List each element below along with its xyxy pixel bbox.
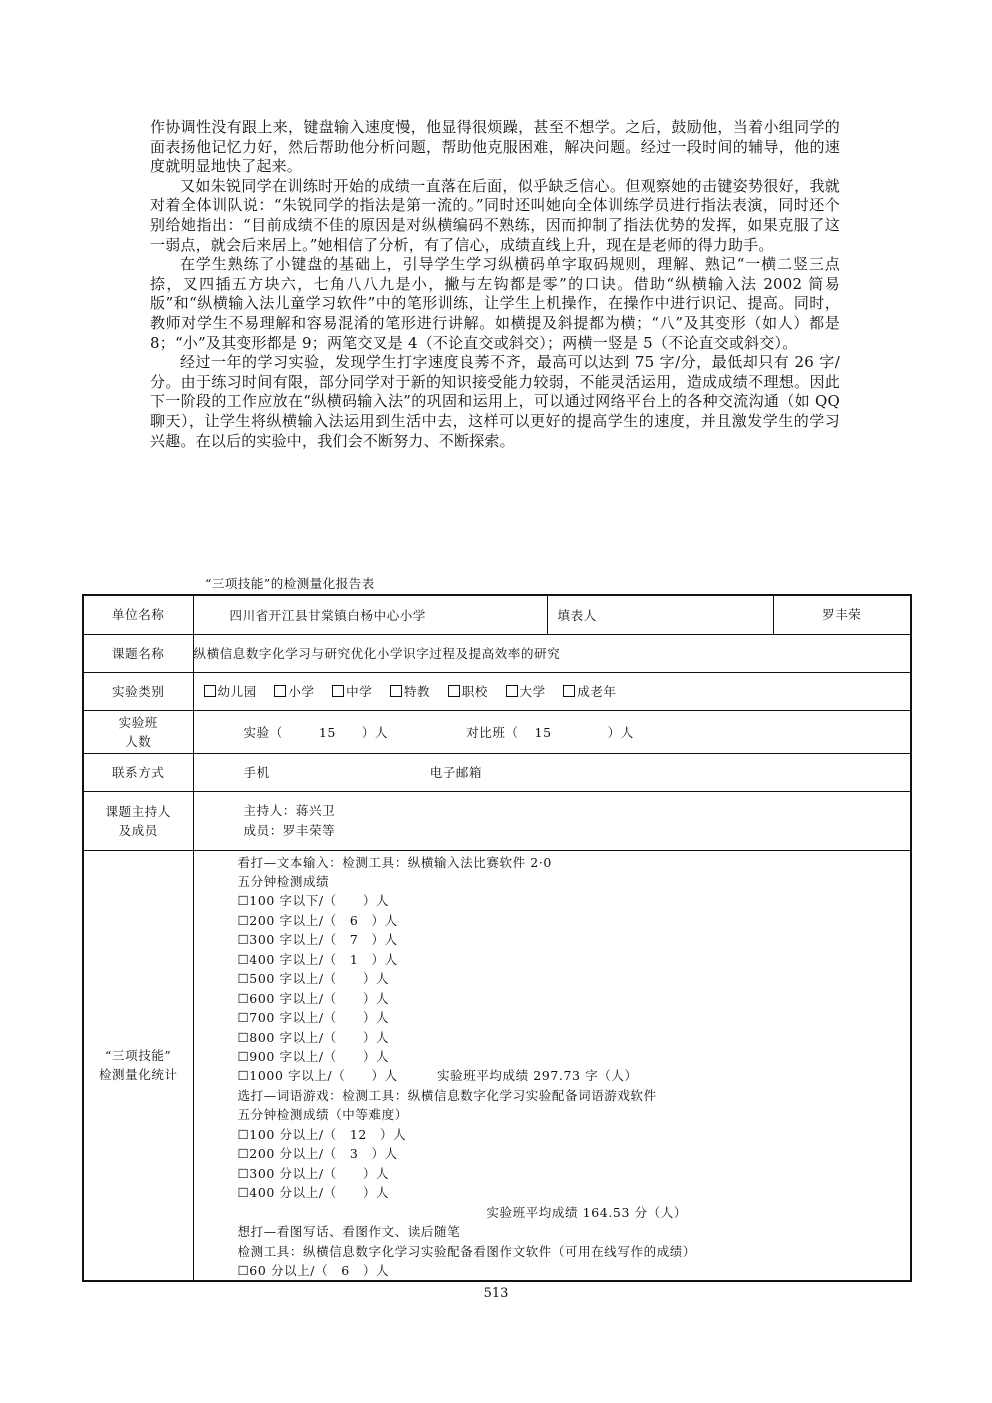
contact-values [193, 753, 911, 791]
topic-value: 纵横信息数字化学习与研究优化小学识字过程及提高效率的研究 [193, 634, 911, 672]
checkbox-icon [448, 685, 460, 697]
stats-line: 选打—词语游戏：检测工具：纵横信息数字化学习实验配备词语游戏软件 [237, 1087, 657, 1103]
stats-line: ☐100 分以上/（ 12 ）人 [237, 1126, 407, 1142]
category-option: 中学 [332, 684, 372, 699]
body-text [150, 118, 840, 451]
stats-line: ☐400 分以上/（ ）人 [237, 1185, 390, 1201]
members-values [193, 791, 911, 850]
category-option: 成老年 [563, 684, 616, 699]
stats-line: 想打—看图写话、看图作文、读后随笔 [237, 1224, 461, 1240]
paragraph: 经过一年的学习实验，发现学生打字速度良莠不齐，最高可以达到 75 字/分，最低却只有 26 字/分。由于练习时间有限，部分同学对于新的知识接受能力较弱，不能灵活运用，造成成绩不理想。因此下一阶段的工作应放在“纵横码输入法”的巩固和运用上，可以通过网络平台上的各种交流沟通（如 QQ 聊天），让学生将纵横输入法运用到生活中去，这样可以更好的提高学生的速度，并且激发学生的学习兴趣。在以后的实验中，我们会不断努力、不断探索。 [150, 353, 840, 450]
stats-line: ☐900 字以上/（ ）人 [237, 1049, 390, 1065]
filler-value: 罗丰荣 [773, 595, 911, 634]
stats-line: 看打—文本输入：检测工具：纵横输入法比赛软件 2·0 [237, 854, 552, 870]
unit-label: 单位名称 [83, 595, 193, 634]
filler-label: 填表人 [547, 595, 773, 634]
unit-value: 四川省开江县甘棠镇白杨中心小学 [193, 595, 547, 634]
checkbox-icon [332, 685, 344, 697]
paragraph: 又如朱锐同学在训练时开始的成绩一直落在后面，似乎缺乏信心。但观察她的击键姿势很好，我就对着全体训队说：“朱锐同学的指法是第一流的。”同时还叫她向全体训练学员进行指法表演，同时还个别给她指出：“目前成绩不佳的原因是对纵横编码不熟练，因而抑制了指法优势的发挥，如果克服了这一弱点，就会后来居上。”她相信了分析，有了信心，成绩直线上升，现在是老师的得力助手。 [150, 176, 840, 254]
category-option: 职校 [448, 684, 488, 699]
class-size-label: 实验班 人数 [83, 710, 193, 753]
stats-line: ☐300 分以上/（ ）人 [237, 1165, 390, 1181]
member-names: 成员：罗丰荣等 [243, 822, 336, 838]
table-row [83, 753, 911, 791]
checkbox-icon [506, 685, 518, 697]
host-name: 主持人：蒋兴卫 [243, 803, 336, 818]
page-number: 513 [483, 1286, 509, 1301]
table-row [83, 672, 911, 710]
stats-line: ☐1000 字以上/（ ）人 实验班平均成绩 297.73 字（人） [237, 1068, 638, 1084]
category-option: 小学 [274, 684, 314, 699]
report-table [82, 594, 912, 1282]
stats-line: ☐100 字以下/（ ）人 [237, 893, 390, 909]
category-option: 大学 [506, 684, 546, 699]
members-label: 课题主持人 及成员 [83, 791, 193, 850]
table-row [83, 710, 911, 753]
category-label: 实验类别 [83, 672, 193, 710]
control-count: 15 [534, 724, 552, 740]
stats-line: 五分钟检测成绩 [237, 873, 330, 889]
stats-line: ☐500 字以上/（ ）人 [237, 971, 390, 987]
stats-line: ☐800 字以上/（ ）人 [237, 1029, 390, 1045]
topic-label: 课题名称 [83, 634, 193, 672]
stats-line: ☐200 字以上/（ 6 ）人 [237, 912, 398, 928]
stats-line: ☐400 字以上/（ 1 ）人 [237, 951, 398, 967]
category-options [193, 672, 911, 710]
table-row [83, 634, 911, 672]
checkbox-icon [390, 685, 402, 697]
contact-label: 联系方式 [83, 753, 193, 791]
checkbox-icon [274, 685, 286, 697]
table-row [83, 850, 911, 1281]
stats-line: ☐300 字以上/（ 7 ）人 [237, 932, 398, 948]
stats-line: ☐200 分以上/（ 3 ）人 [237, 1146, 398, 1162]
category-option: 幼儿园 [204, 684, 257, 699]
email-label: 电子邮箱 [429, 765, 483, 780]
class-size-values: 实验（ 15 ）人 对比班（ 15 ）人 [193, 710, 911, 753]
checkbox-icon [204, 685, 216, 697]
stats-label: “三项技能” 检测量化统计 [83, 850, 193, 1281]
experiment-count: 15 [318, 724, 336, 740]
stats-line: 实验班平均成绩 164.53 分（人） [237, 1204, 687, 1220]
table-row [83, 595, 911, 634]
checkbox-icon [563, 685, 575, 697]
stats-line: ☐60 分以上/（ 6 ）人 [237, 1263, 390, 1279]
table-caption: “三项技能”的检测量化报告表 [205, 576, 375, 591]
paragraph: 作协调性没有跟上来，键盘输入速度慢，他显得很烦躁，甚至不想学。之后，鼓励他，当着小组同学的面表扬他记忆力好，然后帮助他分析问题，帮助他克服困难，解决问题。经过一段时间的辅导，他的速度就明显地快了起来。 [150, 118, 840, 176]
stats-line: 检测工具：纵横信息数字化学习实验配备看图作文软件（可用在线写作的成绩） [237, 1243, 697, 1259]
phone-label: 手机 [243, 765, 270, 780]
stats-line: 五分钟检测成绩（中等难度） [237, 1107, 408, 1123]
paragraph: 在学生熟练了小键盘的基础上，引导学生学习纵横码单字取码规则，理解、熟记“一横二竖三点捺，叉四插五方块六，七角八八九是小，撇与左钩都是零”的口诀。借助“纵横输入法 2002 简易版”和“纵横输入法儿童学习软件”中的笔形训练，让学生上机操作，在操作中进行识记、提高。同时，教师对学生不易理解和容易混淆的笔形进行讲解。如横提及斜提都为横；“八”及其变形（如人）都是 8；“小”及其变形都是 9；两笔交叉是 4（不论直交或斜交）；两横一竖是 5（不论直交或斜交）。 [150, 255, 840, 352]
stats-content [193, 850, 911, 1281]
stats-line: ☐600 字以上/（ ）人 [237, 990, 390, 1006]
stats-lines [194, 851, 911, 1281]
category-option: 特教 [390, 684, 430, 699]
stats-line: ☐700 字以上/（ ）人 [237, 1010, 390, 1026]
table-row [83, 791, 911, 850]
